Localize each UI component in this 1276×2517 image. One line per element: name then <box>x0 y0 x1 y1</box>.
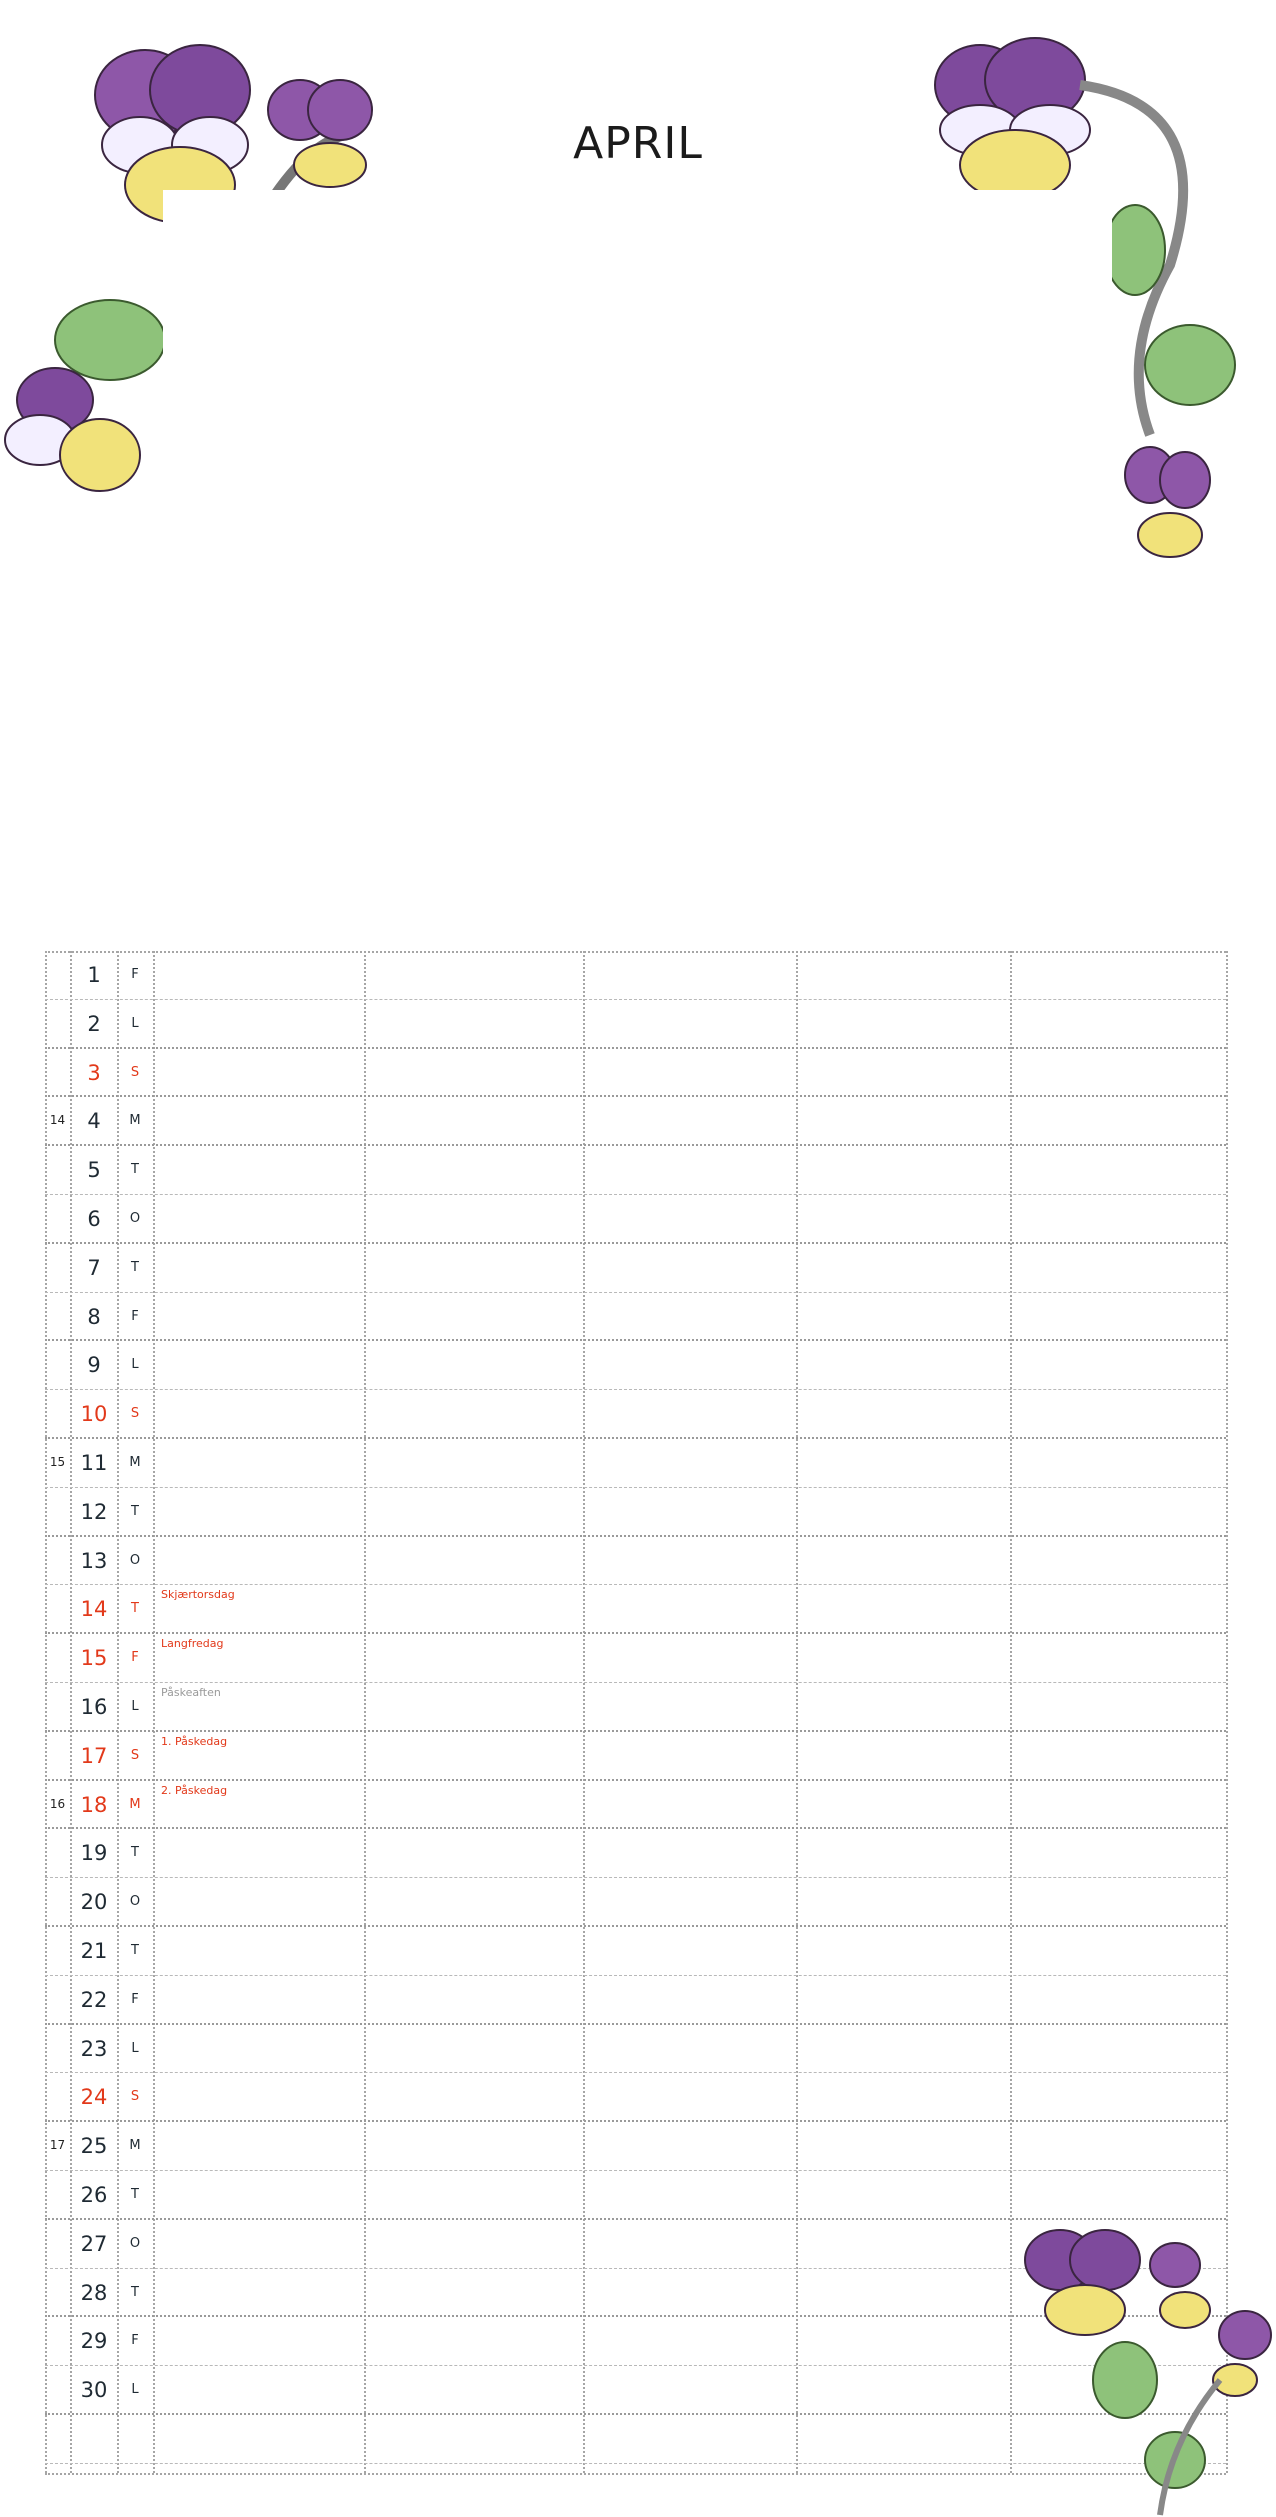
holiday-note <box>157 1097 397 1146</box>
holiday-note <box>157 2220 397 2269</box>
weekday-letter: S <box>130 1747 140 1763</box>
weekday-letter: T <box>131 1162 139 1178</box>
calendar-row <box>45 1976 1226 2025</box>
day-number: 25 <box>80 2134 108 2159</box>
calendar-row <box>45 1732 1226 1781</box>
weekday-letter: T <box>131 1259 139 1275</box>
holiday-note <box>157 1537 397 1586</box>
calendar-row <box>45 1878 1226 1927</box>
week-number <box>45 1878 70 1927</box>
weekday-letter: S <box>130 1064 140 1080</box>
pansy-flower-icon <box>1020 2220 1276 2517</box>
calendar-row <box>45 1683 1226 1732</box>
week-number <box>45 2415 70 2464</box>
calendar-row <box>45 1927 1226 1976</box>
holiday-note <box>157 1488 397 1537</box>
weekday-letter: T <box>131 1601 139 1617</box>
week-number <box>45 1488 70 1537</box>
weekday-letter: O <box>129 1894 141 1910</box>
day-number: 16 <box>80 1694 108 1719</box>
day-number: 13 <box>80 1548 108 1573</box>
week-number <box>45 2025 70 2074</box>
day-number: 21 <box>80 1938 108 1963</box>
day-number: 5 <box>87 1158 101 1183</box>
week-number <box>45 2171 70 2220</box>
week-number <box>45 2220 70 2269</box>
day-number: 1 <box>87 963 101 987</box>
holiday-note <box>157 1146 397 1195</box>
week-number <box>45 1976 70 2025</box>
holiday-note <box>157 1000 397 1049</box>
holiday-note <box>157 1244 397 1293</box>
week-number <box>45 951 70 1000</box>
week-number: 14 <box>49 1113 66 1128</box>
weekday-letter: T <box>131 1503 139 1519</box>
calendar-row <box>45 2073 1226 2122</box>
holiday-note <box>157 2415 397 2464</box>
day-number: 2 <box>87 1011 101 1036</box>
holiday-note <box>157 1878 397 1927</box>
week-number <box>45 1244 70 1293</box>
day-number: 28 <box>80 2280 108 2305</box>
day-number: 27 <box>80 2231 108 2256</box>
day-number: 15 <box>80 1646 108 1671</box>
day-number: 18 <box>80 1792 108 1817</box>
day-number: 8 <box>87 1304 101 1329</box>
month-title: APRIL <box>573 118 703 169</box>
calendar-row <box>45 2025 1226 2074</box>
calendar-row <box>45 951 1226 1000</box>
holiday-note: Langfredag <box>161 1637 224 1651</box>
week-number <box>45 1293 70 1342</box>
week-number <box>45 1146 70 1195</box>
holiday-note <box>157 2366 397 2415</box>
week-number <box>45 1732 70 1781</box>
weekday-letter: L <box>131 1698 139 1714</box>
day-number: 30 <box>80 2378 108 2403</box>
day-number: 29 <box>80 2329 108 2354</box>
calendar-row <box>45 1146 1226 1195</box>
week-number: 16 <box>49 1796 66 1811</box>
holiday-note: Påskeaften <box>161 1685 221 1699</box>
holiday-note: 1. Påskedag <box>161 1734 228 1748</box>
weekday-letter <box>119 2415 151 2464</box>
holiday-note <box>157 1976 397 2025</box>
week-number <box>45 1049 70 1098</box>
holiday-note <box>157 1390 397 1439</box>
holiday-note <box>157 1341 397 1390</box>
day-number: 7 <box>87 1255 101 1280</box>
weekday-letter: S <box>130 1406 140 1422</box>
weekday-letter: T <box>131 2186 139 2202</box>
day-number: 6 <box>87 1206 101 1231</box>
week-number <box>45 1634 70 1683</box>
weekday-letter: F <box>131 2333 139 2349</box>
calendar-row <box>45 1195 1226 1244</box>
calendar-row <box>45 1634 1226 1683</box>
day-number <box>71 2415 117 2464</box>
holiday-note <box>157 1927 397 1976</box>
pansy-flower-icon <box>0 290 170 510</box>
weekday-letter: T <box>131 2284 139 2300</box>
day-number: 4 <box>87 1109 101 1134</box>
holiday-note <box>157 1195 397 1244</box>
day-number: 19 <box>80 1841 108 1866</box>
holiday-note <box>157 2025 397 2074</box>
holiday-note <box>157 2317 397 2366</box>
weekday-letter: M <box>129 1113 141 1129</box>
weekday-letter: F <box>131 1991 139 2007</box>
calendar-row <box>45 1390 1226 1439</box>
calendar-row <box>45 2171 1226 2220</box>
holiday-note <box>157 1829 397 1878</box>
week-number <box>45 2269 70 2318</box>
calendar-row <box>45 1439 1226 1488</box>
weekday-letter: L <box>131 1015 139 1031</box>
weekday-letter: L <box>131 2382 139 2398</box>
week-number <box>45 2366 70 2415</box>
calendar-row <box>45 1537 1226 1586</box>
week-number <box>45 2317 70 2366</box>
week-number <box>45 1829 70 1878</box>
calendar-row <box>45 1293 1226 1342</box>
holiday-note <box>157 1293 397 1342</box>
day-number: 26 <box>80 2182 108 2207</box>
weekday-letter: M <box>129 1796 141 1812</box>
calendar-row <box>45 1244 1226 1293</box>
day-number: 9 <box>87 1353 101 1378</box>
weekday-letter: M <box>129 2138 141 2154</box>
calendar-row <box>45 1585 1226 1634</box>
weekday-letter: L <box>131 1357 139 1373</box>
weekday-letter: O <box>129 1552 141 1568</box>
weekday-letter: O <box>129 1210 141 1226</box>
week-number <box>45 1341 70 1390</box>
day-number: 10 <box>80 1402 108 1427</box>
calendar-row <box>45 1781 1226 1830</box>
week-number <box>45 1195 70 1244</box>
day-number: 12 <box>80 1499 108 1524</box>
week-number <box>45 1000 70 1049</box>
week-number <box>45 1683 70 1732</box>
weekday-letter: F <box>131 1650 139 1666</box>
weekday-letter: M <box>129 1454 141 1470</box>
calendar-row <box>45 2122 1226 2171</box>
day-number: 14 <box>80 1597 108 1622</box>
week-number <box>45 2073 70 2122</box>
calendar-row <box>45 1341 1226 1390</box>
weekday-letter: F <box>131 967 139 982</box>
day-number: 17 <box>80 1743 108 1768</box>
week-number <box>45 1585 70 1634</box>
weekday-letter: L <box>131 2040 139 2056</box>
holiday-note <box>157 1049 397 1098</box>
week-number: 15 <box>49 1454 66 1469</box>
weekday-letter: S <box>130 2089 140 2105</box>
photo-area <box>163 190 1112 960</box>
day-number: 24 <box>80 2085 108 2110</box>
week-number: 17 <box>49 2138 66 2153</box>
holiday-note <box>157 2122 397 2171</box>
holiday-note <box>157 2073 397 2122</box>
week-number <box>45 1927 70 1976</box>
holiday-note <box>157 1439 397 1488</box>
calendar-row <box>45 1097 1226 1146</box>
day-number: 3 <box>87 1060 101 1085</box>
day-number: 22 <box>80 1987 108 2012</box>
week-number <box>45 1390 70 1439</box>
calendar-row <box>45 1488 1226 1537</box>
weekday-letter: T <box>131 1845 139 1861</box>
weekday-letter: F <box>131 1308 139 1324</box>
calendar-row <box>45 1000 1226 1049</box>
holiday-note: 2. Påskedag <box>161 1783 228 1797</box>
calendar-row <box>45 1829 1226 1878</box>
calendar-row <box>45 1049 1226 1098</box>
weekday-letter: O <box>129 2235 141 2251</box>
holiday-note <box>157 2171 397 2220</box>
day-number: 23 <box>80 2036 108 2061</box>
day-number: 11 <box>80 1450 108 1475</box>
weekday-letter: T <box>131 1942 139 1958</box>
week-number <box>45 1537 70 1586</box>
holiday-note <box>157 951 397 1000</box>
holiday-note <box>157 2269 397 2318</box>
day-number: 20 <box>80 1890 108 1915</box>
holiday-note: Skjærtorsdag <box>161 1588 235 1602</box>
